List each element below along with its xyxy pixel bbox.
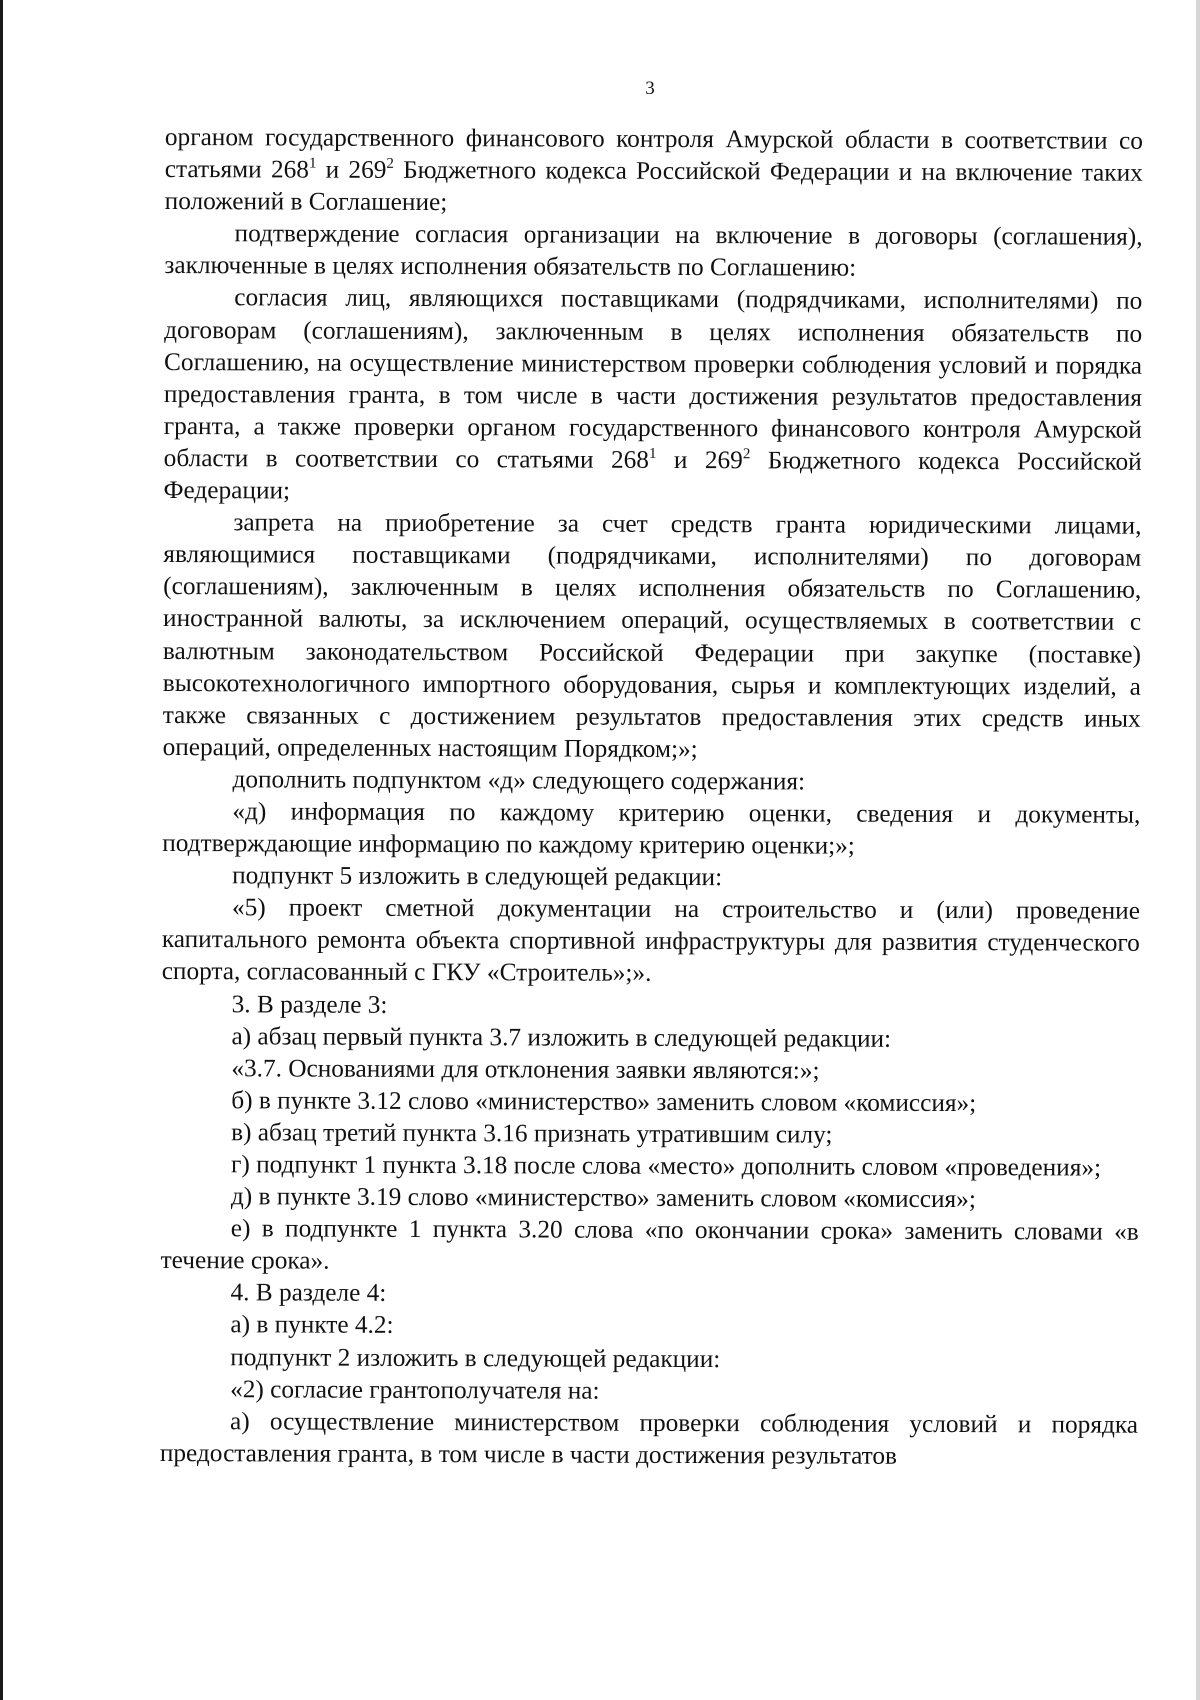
paragraph-text: согласия лиц, являющихся поставщиками (подрядчиками, исполнителями) по договорам (соглашениям), заключенным в целях исполнения обязательств по Соглашению, на осуществление министерством проверки соблюдения условий и порядка предоставления гранта, в том числе в части достижения результатов предоставления гранта, а также проверки органом государственного финансового контроля Амурской области в соответствии со статьями 268 [163, 283, 1143, 474]
paragraph [161, 1052, 1139, 1088]
paragraph-text: подтверждение согласия организации на включение в договоры (соглашения), заключенные в целях исполнения обязательств по Соглашению: [164, 219, 1143, 283]
paragraph [161, 1180, 1139, 1216]
paragraph [162, 891, 1140, 991]
paragraph-text: а) абзац первый пункта 3.7 изложить в следующей редакции: [231, 1021, 892, 1053]
paragraph-text: органом государственного финансового контроля Амурской области в соответствии со статьями 268 [164, 122, 1143, 184]
paragraph [162, 795, 1140, 863]
scan-edge-right [1196, 0, 1200, 1700]
paragraph-text: запрета на приобретение за счет средств гранта юридическими лицами, являющимися поставщиками (подрядчиками, исполнителями) по договорам (соглашениям), заключенным в целях исполнения обязательств по Соглашению, иностранной валюты, за исключением операций, осуществляемых в соответствии с валютным законодательством Российской Федерации при закупке (поставке) высокотехнологичного импортного оборудования, сырья и комплектующих изделий, а также связанных с достижением результатов предоставления этих средств иных операций, определенных настоящим Порядком;»; [162, 508, 1142, 763]
paragraph [160, 1276, 1138, 1312]
paragraph-text: г) подпункт 1 пункта 3.18 после слова «место» дополнить словом «проведения»; [230, 1150, 1102, 1182]
paragraph-text: «д) информация по каждому критерию оценки, сведения и документы, подтверждающие информацию по каждому критерию оценки;»; [162, 797, 1141, 860]
paragraph-text: дополнить подпунктом «д» следующего содержания: [232, 765, 806, 796]
paragraph-text: д) в пункте 3.19 слово «министерство» заменить словом «комиссия»; [230, 1182, 976, 1214]
page-number: 3 [645, 78, 655, 99]
paragraph [161, 1148, 1139, 1184]
paragraph [160, 1341, 1138, 1377]
document-body [160, 121, 1143, 1473]
paragraph-text: «2) согласие грантополучателя на: [230, 1374, 600, 1405]
paragraph [160, 1373, 1138, 1409]
article-superscript: 1 [648, 445, 657, 462]
paragraph [164, 281, 1143, 509]
paragraph [162, 763, 1140, 799]
paragraph-text: Бюджетного кодекса Российской Федерации и на включение таких положений в Соглашение; [164, 155, 1143, 217]
scan-edge-left [0, 0, 3, 1700]
paragraph-text: подпункт 5 изложить в следующей редакции: [232, 861, 723, 892]
paragraph [161, 1020, 1139, 1056]
paragraph-text: и 269 [656, 445, 743, 475]
paragraph-text: 3. В разделе 3: [231, 989, 388, 1019]
paragraph [160, 1405, 1138, 1473]
paragraph-text: а) осуществление министерством проверки соблюдения условий и порядка предоставления гранта, в том числе в части достижения результатов [159, 1407, 1139, 1470]
paragraph [162, 859, 1140, 895]
paragraph-text: б) в пункте 3.12 слово «министерство» заменить словом «комиссия»; [231, 1086, 977, 1117]
paragraph-text: а) в пункте 4.2: [230, 1310, 394, 1340]
paragraph-text: Бюджетного кодекса Российской Федерации; [163, 446, 1142, 505]
paragraph-text: 4. В разделе 4: [230, 1278, 387, 1308]
article-superscript: 2 [386, 155, 394, 172]
paragraph-text: «3.7. Основаниями для отклонения заявки являются:»; [231, 1053, 820, 1085]
paragraph [164, 217, 1142, 285]
paragraph [160, 1308, 1138, 1344]
paragraph [161, 1116, 1139, 1152]
paragraph-text: и 269 [316, 155, 387, 184]
paragraph [161, 1212, 1139, 1280]
paragraph-text: подпункт 2 изложить в следующей редакции: [230, 1342, 721, 1373]
paragraph [163, 506, 1142, 767]
paragraph-text: в) абзац третий пункта 3.16 признать утратившим силу; [231, 1118, 833, 1149]
paragraph [165, 121, 1143, 221]
paragraph-text: «5) проект сметной документации на строительство и (или) проведение капитального ремонта объекта спортивной инфраструктуры для развития студенческого спорта, согласованный с ГКУ «Строитель»;». [161, 893, 1141, 988]
paragraph-text: е) в подпункте 1 пункта 3.20 слова «по окончании срока» заменить словами «в течение срока». [160, 1214, 1139, 1275]
paragraph [162, 988, 1140, 1024]
paragraph [161, 1084, 1139, 1120]
article-superscript: 2 [742, 446, 751, 463]
article-superscript: 1 [308, 155, 317, 172]
